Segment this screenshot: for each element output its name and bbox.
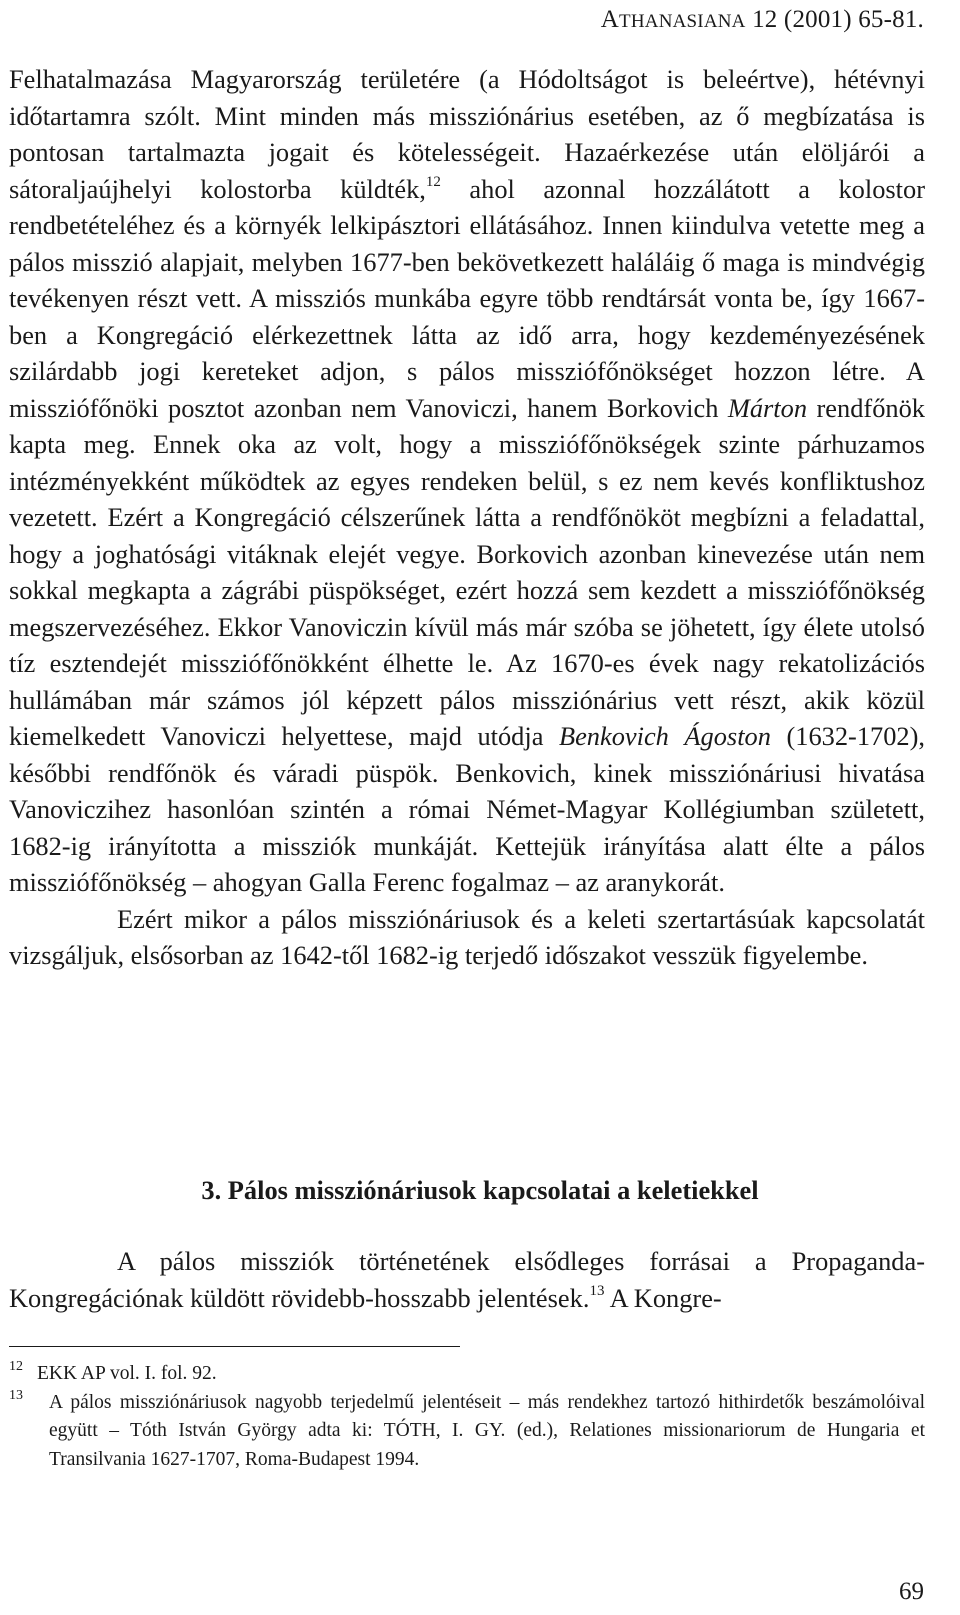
text-run: (1632-1702), későbbi rendfőnök és váradi püspök. Benkovich, kinek missziónáriusi hivatása Vanoviczihez hasonlóan szintén a római Német-Magyar Kollégiumban született, 1682-ig irányította a missziók munkáját. Kettejük irányítása alatt élte a pálos missziófőnökség – ahogyan Galla Ferenc fogalmaz – az aranykorát. <box>9 721 926 897</box>
body-text <box>9 61 925 974</box>
footnote-number: 12 <box>9 1359 23 1374</box>
text-run: A pálos missziók történetének elsődleges forrásai a Propaganda-Kongregációnak küldött rövidebb-hosszabb jelentések. <box>9 1246 925 1313</box>
italic-name: Benkovich Ágoston <box>558 721 771 751</box>
paragraph <box>9 901 925 974</box>
paragraph <box>9 61 925 901</box>
page-number: 69 <box>899 1578 924 1605</box>
italic-name: Márton <box>727 392 808 423</box>
footnote-separator <box>9 1346 460 1347</box>
text-run: rendfőnök kapta meg. Ennek oka az volt, hogy a missziófőnökségek szinte párhuzamos intézményekként működtek az egyes rendeken belül, s ez nem kevés konfliktushoz vezetett. Ezért a Kongregáció célszerűnek látta a rendfőnököt megbízni a feladattal, hogy a joghatósági vitáknak elejét vegye. Borkovich azonban kinevezése után nem sokkal megkapta a zágrábi püspökséget, ezért hozzá sem kezdett a missziófőnökség megszervezéséhez. Ekkor Vanoviczin kívül más már szóba se jöhetett, így élete utolsó tíz esztendejét missziófőnökként élhette le. Az 1670-es évek nagy rekatolizációs hullámában már számos jól képzett pálos missziónárius vett részt, akik közül kiemelkedett Vanoviczi helyettese, majd utódja <box>9 392 925 751</box>
text-run: ahol azonnal hozzálátott a kolostor rendbetételéhez és a környék lelkipásztori ellátásához. Innen kiindulva vetette meg a pálos misszió alapjait, melyben 1677-ben bekövetkezett haláláig ő maga is mindvégig tevékenyen részt vett. A missziós munkába egyre több rendtársát vonta be, így 1667-ben a Kongregáció elérkezettnek látta az idő arra, hogy kezdeményezésének szilárdabb jogi kereteket adjon, s pálos missziófőnökséget hozzon létre. A missziófőnöki posztot azonban nem Vanoviczi, hanem Borkovich <box>9 173 925 423</box>
footnote-number: 13 <box>9 1387 23 1403</box>
section-heading: 3. Pálos missziónáriusok kapcsolatai a keletiekkel <box>201 1175 759 1205</box>
footnote <box>9 1389 925 1475</box>
text-run: A Kongre- <box>604 1283 722 1313</box>
text-run: Ezért mikor a pálos missziónáriusok és a keleti szertartásúak kapcsolatát vizsgáljuk, elsősorban az 1642-től 1682-ig terjedő időszakot vesszük figyelembe. <box>9 903 925 970</box>
footnote-reference[interactable]: 13 <box>589 1283 605 1299</box>
text-run: Felhatalmazása Magyarország területére (a Hódoltságot is beleértve), hétévnyi időtartamra szólt. Mint minden más missziónárius esetében, az ő megbízatása is pontosan tartalmazta jogait és kötelességeit. Hazaérkezése után elöljárói a sátoraljaújhelyi kolostorba küldték, <box>9 64 925 204</box>
paragraph <box>9 1243 925 1317</box>
running-head <box>601 6 924 34</box>
footnote-text: A pálos missziónáriusok nagyobb terjedelmű jelentéseit – más rendekhez tartozó hithirdetők beszámolóival együtt – Tóth István György adta ki: TÓTH, I. GY. (ed.), Relationes missionariorum de Hungaria et Transilvania 1627-1707, Roma-Budapest 1994. <box>49 1391 925 1470</box>
running-head-citation: 12 (2001) 65-81. <box>752 6 924 33</box>
footnote <box>9 1360 925 1389</box>
running-head-journal: THANASIANA <box>619 11 746 32</box>
running-head-initial: A <box>600 6 620 33</box>
footnote-reference[interactable]: 12 <box>425 173 441 190</box>
body-text-continued <box>9 1243 925 1317</box>
footnote-text: EKK AP vol. I. fol. 92. <box>37 1363 217 1384</box>
footnotes <box>9 1360 925 1474</box>
